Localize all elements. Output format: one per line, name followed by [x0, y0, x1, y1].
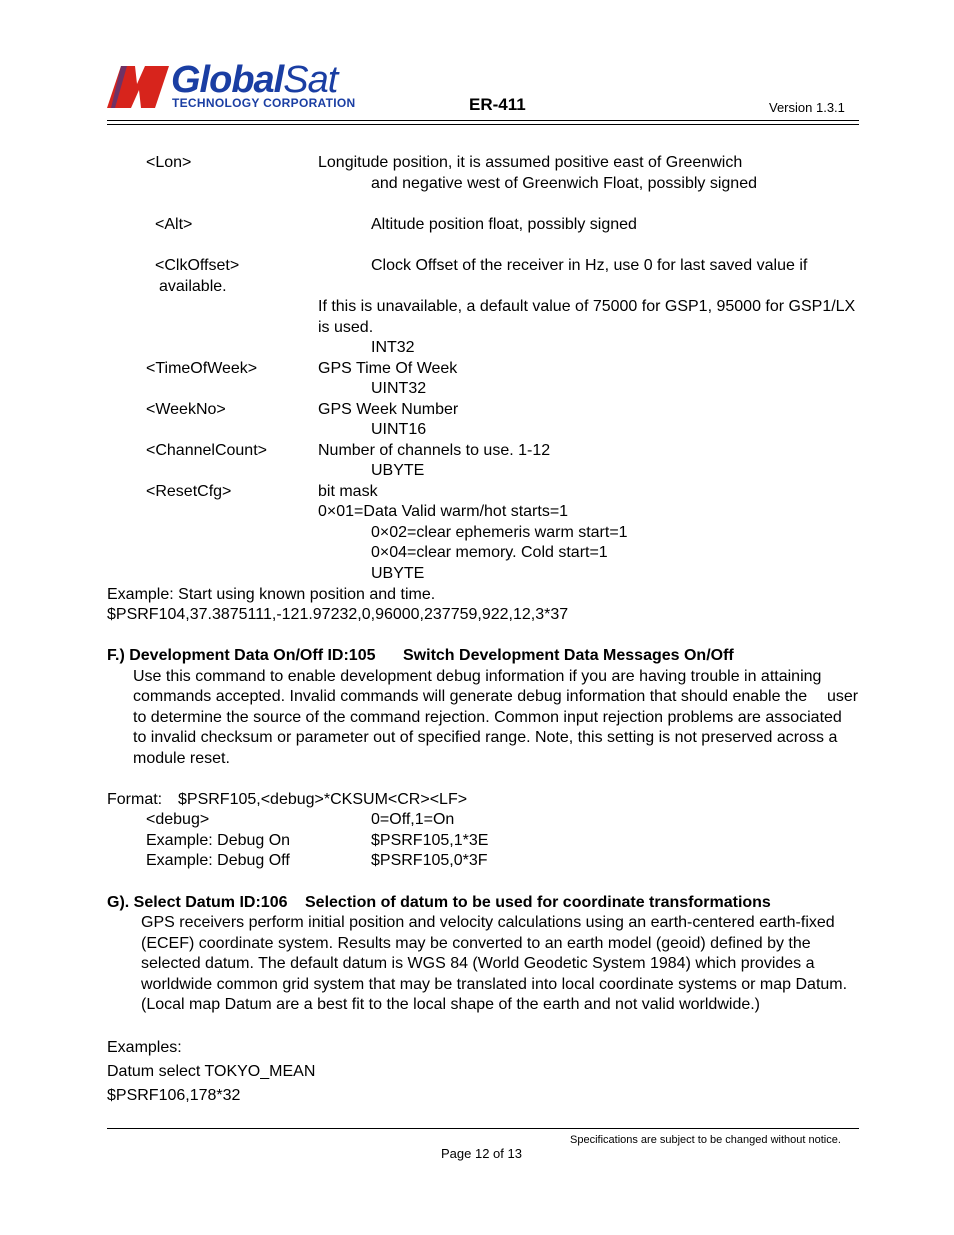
examples-label: Examples: — [107, 1039, 182, 1056]
example-debug-off-label: Example: Debug Off — [146, 852, 290, 869]
debug-param-name: <debug> — [146, 811, 210, 828]
field-lon-name: <Lon> — [146, 154, 192, 171]
section-g-para-line2: (ECEF) coordinate system. Results may be converted to an earth model (geoid) defined by the — [141, 935, 811, 952]
section-f-para-line5: module reset. — [133, 750, 230, 767]
example-datum-caption: Datum select TOKYO_MEAN — [107, 1063, 316, 1080]
section-g-para-line4: worldwide common grid system that may be translated into local coordinate systems or map Datum. — [141, 976, 848, 993]
field-clkoffset-name: <ClkOffset> — [155, 257, 240, 274]
field-lon-desc-cont: and negative west of Greenwich Float, possibly signed — [371, 175, 757, 192]
section-f-para-line2: commands accepted. Invalid commands will generate debug information that should enable the — [133, 688, 808, 705]
section-g-para-line1: GPS receivers perform initial position and velocity calculations using an earth-centered earth-fixed — [141, 914, 835, 931]
field-weekno-name: <WeekNo> — [146, 401, 226, 418]
globalsat-logo — [107, 59, 357, 112]
field-timeofweek-desc: GPS Time Of Week — [318, 360, 458, 377]
section-f-heading-title: Switch Development Data Messages On/Off — [403, 647, 734, 664]
section-f-heading: F.) Development Data On/Off ID:105 — [107, 647, 376, 664]
section-g-heading-title: Selection of datum to be used for coordinate transformations — [305, 894, 771, 911]
field-resetcfg-bit1: 0×01=Data Valid warm/hot starts=1 — [318, 503, 569, 520]
example-debug-off-value: $PSRF105,0*3F — [371, 852, 488, 869]
globalsat-n-mark-icon — [107, 62, 169, 110]
field-resetcfg-bit2: 0×02=clear ephemeris warm start=1 — [371, 524, 628, 541]
section-g-heading: G). Select Datum ID:106 — [107, 894, 288, 911]
version-label: Version 1.3.1 — [769, 100, 845, 115]
field-clkoffset-desc: Clock Offset of the receiver in Hz, use 0 for last saved value if — [371, 257, 808, 274]
page-number: Page 12 of 13 — [441, 1146, 522, 1161]
field-resetcfg-bit3: 0×04=clear memory. Cold start=1 — [371, 544, 608, 561]
field-alt-name: <Alt> — [155, 216, 193, 233]
format-label: Format: — [107, 791, 163, 808]
field-lon-desc: Longitude position, it is assumed positive east of Greenwich — [318, 154, 743, 171]
example-104-caption: Example: Start using known position and time. — [107, 586, 436, 603]
field-clkoffset-type: INT32 — [371, 339, 415, 356]
example-debug-on-value: $PSRF105,1*3E — [371, 832, 489, 849]
field-resetcfg-desc: bit mask — [318, 483, 378, 500]
section-g-para-line3: selected datum. The default datum is WGS 84 (World Geodetic System 1984) which provides a — [141, 955, 815, 972]
field-clkoffset-name-cont: available. — [159, 278, 227, 295]
field-channelcount-desc: Number of channels to use. 1-12 — [318, 442, 551, 459]
brand-light: Sat — [283, 59, 338, 101]
footer-rule — [107, 1128, 859, 1129]
field-resetcfg-name: <ResetCfg> — [146, 483, 232, 500]
section-f-para-line4: to invalid checksum or parameter out of specified range. Note, this setting is not preserved across a — [133, 729, 838, 746]
section-g-para-line5: (Local map Datum are a best fit to the local shape of the earth and not valid worldwide.) — [141, 996, 761, 1013]
field-channelcount-name: <ChannelCount> — [146, 442, 267, 459]
field-weekno-desc: GPS Week Number — [318, 401, 459, 418]
format-value: $PSRF105,<debug>*CKSUM<CR><LF> — [178, 791, 468, 808]
document-title: ER-411 — [469, 95, 526, 114]
section-f-para-line1: Use this command to enable development debug information if you are having trouble in attaining — [133, 668, 822, 685]
field-clkoffset-desc-cont: If this is unavailable, a default value of 75000 for GSP1, 95000 for GSP1/LX — [318, 298, 856, 315]
debug-param-value: 0=Off,1=On — [371, 811, 455, 828]
field-timeofweek-name: <TimeOfWeek> — [146, 360, 258, 377]
example-104-sentence: $PSRF104,37.3875111,-121.97232,0,96000,237759,922,12,3*37 — [107, 606, 569, 623]
header-rule-bottom — [107, 124, 859, 125]
field-resetcfg-type: UBYTE — [371, 565, 425, 582]
brand-subtitle: TECHNOLOGY CORPORATION — [172, 96, 356, 110]
header-rule-top — [107, 120, 859, 121]
footer-notice: Specifications are subject to be changed without notice. — [570, 1134, 841, 1146]
field-timeofweek-type: UINT32 — [371, 380, 427, 397]
field-weekno-type: UINT16 — [371, 421, 427, 438]
field-channelcount-type: UBYTE — [371, 462, 425, 479]
example-datum-sentence: $PSRF106,178*32 — [107, 1087, 241, 1104]
section-f-para-line3: to determine the source of the command rejection. Common input rejection problems are associated — [133, 709, 842, 726]
field-alt-desc: Altitude position float, possibly signed — [371, 216, 637, 233]
example-debug-on-label: Example: Debug On — [146, 832, 291, 849]
section-f-para-line2-end: user — [827, 688, 859, 705]
brand-bold: Global — [171, 59, 284, 101]
field-clkoffset-desc-cont2: is used. — [318, 319, 374, 336]
